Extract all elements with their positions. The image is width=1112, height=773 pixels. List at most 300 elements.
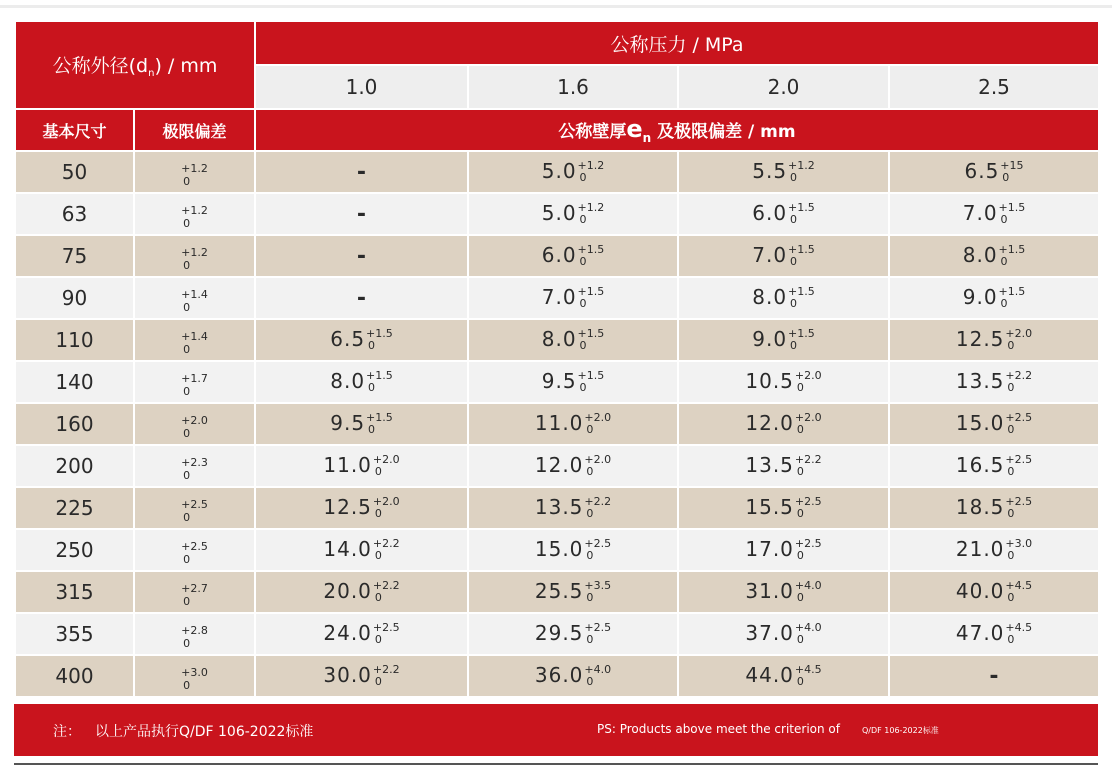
- wall-thickness-value: 44.0: [745, 663, 794, 688]
- wall-thickness-value: 25.5: [534, 579, 584, 604]
- wall-thickness-cell: [255, 655, 468, 697]
- wall-tolerance-stack: [584, 412, 611, 436]
- wall-tolerance-lower: 0: [1007, 548, 1015, 562]
- top-divider: [0, 5, 1112, 8]
- tolerance-lower: 0: [183, 216, 191, 230]
- wall-thickness-cell: [889, 151, 1099, 193]
- tolerance-stack: [181, 498, 208, 524]
- wall-tolerance-upper: +1.2: [577, 158, 605, 172]
- wall-tolerance-upper: +2.0: [372, 494, 400, 508]
- wall-tolerance-upper: +2.5: [372, 620, 400, 634]
- wall-thickness-cell: [678, 193, 889, 235]
- wall-thickness-cell: [468, 403, 678, 445]
- wall-tolerance-upper: +1.5: [366, 326, 393, 340]
- wall-tolerance-lower: 0: [796, 674, 804, 688]
- tolerance-cell: [134, 445, 255, 487]
- wall-tolerance-lower: 0: [790, 338, 798, 352]
- tolerance-cell: [134, 151, 255, 193]
- tolerance-cell: [134, 487, 255, 529]
- wall-tolerance-upper: +1.5: [366, 410, 393, 424]
- ps-text: PS: Products above meet the criterion of: [597, 722, 840, 736]
- wall-tolerance-lower: 0: [586, 548, 594, 562]
- wall-tolerance-upper: +2.0: [372, 452, 400, 466]
- wall-thickness-cell: [889, 319, 1099, 361]
- diameter-label: 公称外径(d: [52, 55, 149, 77]
- wall-tolerance-lower: 0: [368, 422, 376, 436]
- wall-thickness-cell: [255, 319, 468, 361]
- wall-thickness-value: 7.0: [752, 243, 788, 268]
- wall-tolerance-lower: 0: [790, 296, 798, 310]
- basic-size-cell: 250: [15, 529, 134, 571]
- wall-thickness-cell: [678, 403, 889, 445]
- wall-thickness-value: 40.0: [955, 579, 1005, 604]
- wall-thickness-value: 9.5: [330, 411, 366, 436]
- wall-thickness-value: 6.5: [964, 159, 1000, 184]
- wall-tolerance-lower: 0: [374, 590, 382, 604]
- basic-size-cell: 50: [15, 151, 134, 193]
- not-applicable-dash: -: [356, 285, 367, 311]
- wall-tolerance-lower: 0: [796, 548, 804, 562]
- wall-tolerance-lower: 0: [1007, 506, 1015, 520]
- note-text: 以上产品执行Q/DF 106-2022标准: [95, 724, 314, 740]
- wall-label-post: 及极限偏差 / mm: [657, 122, 796, 142]
- tolerance-upper: +2.5: [181, 539, 208, 553]
- diameter-subscript: n: [148, 68, 155, 79]
- wall-tolerance-lower: 0: [796, 422, 804, 436]
- wall-tolerance-stack: [366, 412, 393, 436]
- wall-thickness-value: 15.0: [955, 411, 1005, 436]
- tolerance-stack: [181, 456, 208, 482]
- tolerance-lower: 0: [183, 636, 191, 650]
- wall-thickness-value: 24.0: [323, 621, 372, 646]
- wall-tolerance-lower: 0: [790, 170, 798, 184]
- wall-thickness-cell: [678, 487, 889, 529]
- wall-tolerance-lower: 0: [586, 506, 594, 520]
- wall-thickness-value: 6.5: [330, 327, 366, 352]
- wall-tolerance-lower: 0: [368, 338, 376, 352]
- wall-thickness-cell: [678, 361, 889, 403]
- tolerance-cell: [134, 235, 255, 277]
- basic-size-cell: 200: [15, 445, 134, 487]
- wall-tolerance-upper: +4.0: [794, 578, 822, 592]
- tolerance-lower: 0: [183, 342, 191, 356]
- tolerance-upper: +2.5: [181, 497, 208, 511]
- wall-thickness-cell: [468, 235, 678, 277]
- wall-thickness-cell: [889, 403, 1099, 445]
- wall-tolerance-stack: [1005, 454, 1032, 478]
- wall-tolerance-lower: 0: [374, 464, 382, 478]
- wall-tolerance-upper: +2.2: [584, 494, 612, 508]
- wall-tolerance-stack: [578, 370, 605, 394]
- wall-tolerance-stack: [584, 496, 611, 520]
- wall-thickness-cell: [255, 277, 468, 319]
- wall-tolerance-upper: +1.5: [998, 284, 1026, 298]
- nominal-pressure-header: 公称压力 / MPa: [255, 21, 1099, 65]
- wall-tolerance-stack: [788, 160, 815, 184]
- wall-tolerance-stack: [795, 370, 822, 394]
- wall-thickness-value: 12.5: [955, 327, 1005, 352]
- wall-tolerance-upper: +1.5: [788, 284, 815, 298]
- wall-thickness-value: 16.5: [955, 453, 1005, 478]
- wall-tolerance-lower: 0: [1007, 380, 1015, 394]
- wall-tolerance-stack: [795, 538, 822, 562]
- wall-tolerance-upper: +2.2: [794, 452, 822, 466]
- bottom-divider: [14, 763, 1098, 765]
- tolerance-upper: +1.4: [181, 329, 208, 343]
- not-applicable-dash: -: [356, 159, 367, 185]
- wall-thickness-cell: [255, 487, 468, 529]
- wall-tolerance-stack: [1005, 412, 1032, 436]
- wall-thickness-value: 8.0: [752, 285, 788, 310]
- wall-thickness-value: 36.0: [534, 663, 584, 688]
- wall-tolerance-stack: [1005, 496, 1032, 520]
- tolerance-lower: 0: [183, 552, 191, 566]
- wall-thickness-cell: [468, 529, 678, 571]
- wall-thickness-cell: [468, 151, 678, 193]
- wall-tolerance-lower: 0: [586, 632, 594, 646]
- wall-tolerance-lower: 0: [790, 212, 798, 226]
- tolerance-cell: [134, 655, 255, 697]
- wall-tolerance-lower: 0: [1002, 170, 1010, 184]
- wall-thickness-value: 5.0: [541, 159, 577, 184]
- wall-tolerance-stack: [788, 286, 815, 310]
- tolerance-cell: [134, 613, 255, 655]
- wall-thickness-value: 5.0: [541, 201, 577, 226]
- wall-tolerance-lower: 0: [374, 632, 382, 646]
- tolerance-stack: [181, 246, 208, 272]
- wall-tolerance-upper: +2.0: [1005, 326, 1033, 340]
- tolerance-stack: [181, 288, 208, 314]
- wall-thickness-cell: [468, 487, 678, 529]
- wall-symbol-subscript: n: [642, 131, 652, 145]
- wall-thickness-cell: [678, 529, 889, 571]
- wall-tolerance-lower: 0: [374, 674, 382, 688]
- wall-tolerance-lower: 0: [796, 464, 804, 478]
- wall-thickness-cell: [678, 235, 889, 277]
- wall-thickness-cell: [678, 445, 889, 487]
- table-row: [15, 319, 1099, 361]
- wall-tolerance-stack: [366, 328, 393, 352]
- wall-tolerance-lower: 0: [374, 506, 382, 520]
- tolerance-lower: 0: [183, 678, 191, 692]
- pressure-col-3: 2.0: [678, 65, 889, 109]
- wall-tolerance-lower: 0: [579, 296, 587, 310]
- tolerance-cell: [134, 529, 255, 571]
- table-row: [15, 403, 1099, 445]
- wall-thickness-value: 7.0: [962, 201, 998, 226]
- wall-thickness-cell: [255, 529, 468, 571]
- wall-tolerance-upper: +1.5: [998, 200, 1026, 214]
- wall-tolerance-upper: +2.5: [584, 620, 612, 634]
- wall-tolerance-lower: 0: [1007, 464, 1015, 478]
- wall-tolerance-upper: +4.5: [1005, 620, 1033, 634]
- wall-tolerance-upper: +1.5: [998, 242, 1026, 256]
- tolerance-stack: [181, 330, 208, 356]
- wall-thickness-value: 12.0: [745, 411, 794, 436]
- wall-tolerance-stack: [999, 244, 1026, 268]
- wall-thickness-value: 31.0: [745, 579, 794, 604]
- nominal-diameter-header: [15, 21, 255, 109]
- wall-thickness-value: 15.5: [745, 495, 794, 520]
- tolerance-upper: +2.8: [181, 623, 208, 637]
- wall-tolerance-upper: +2.0: [584, 410, 612, 424]
- tolerance-lower: 0: [183, 468, 191, 482]
- wall-tolerance-stack: [1005, 370, 1032, 394]
- tolerance-cell: [134, 361, 255, 403]
- wall-thickness-cell: [468, 445, 678, 487]
- wall-thickness-value: 9.0: [962, 285, 998, 310]
- wall-tolerance-stack: [1005, 580, 1032, 604]
- wall-thickness-cell: [468, 655, 678, 697]
- wall-tolerance-stack: [578, 160, 605, 184]
- tolerance-cell: [134, 277, 255, 319]
- standard-note-bar: [14, 704, 1098, 756]
- tolerance-lower: 0: [183, 594, 191, 608]
- wall-tolerance-stack: [373, 496, 400, 520]
- table-row: [15, 613, 1099, 655]
- wall-thickness-cell: [889, 529, 1099, 571]
- tolerance-stack: [181, 414, 208, 440]
- wall-tolerance-upper: +2.2: [1005, 368, 1033, 382]
- tolerance-cell: [134, 193, 255, 235]
- wall-thickness-cell: [468, 319, 678, 361]
- tolerance-stack: [181, 582, 208, 608]
- wall-tolerance-upper: +3.5: [584, 578, 612, 592]
- table-row: [15, 277, 1099, 319]
- wall-thickness-cell: [889, 655, 1099, 697]
- wall-tolerance-stack: [373, 664, 400, 688]
- wall-thickness-cell: [678, 151, 889, 193]
- wall-tolerance-stack: [584, 538, 611, 562]
- wall-thickness-value: 6.0: [541, 243, 577, 268]
- wall-tolerance-lower: 0: [1000, 212, 1008, 226]
- wall-thickness-value: 9.5: [541, 369, 577, 394]
- wall-thickness-value: 37.0: [745, 621, 794, 646]
- wall-tolerance-lower: 0: [579, 338, 587, 352]
- wall-thickness-cell: [889, 613, 1099, 655]
- wall-tolerance-upper: +2.2: [372, 536, 400, 550]
- note-chinese: [53, 721, 313, 741]
- wall-thickness-cell: [468, 613, 678, 655]
- wall-thickness-value: 5.5: [752, 159, 788, 184]
- wall-tolerance-upper: +4.0: [794, 620, 822, 634]
- wall-tolerance-upper: +2.2: [372, 578, 400, 592]
- wall-thickness-cell: [255, 151, 468, 193]
- table-row: [15, 235, 1099, 277]
- tolerance-lower: 0: [183, 426, 191, 440]
- table-row: [15, 445, 1099, 487]
- wall-tolerance-upper: +2.0: [794, 410, 822, 424]
- tolerance-upper: +2.3: [181, 455, 208, 469]
- tolerance-stack: [181, 624, 208, 650]
- wall-tolerance-upper: +2.2: [372, 662, 400, 676]
- wall-tolerance-stack: [1005, 622, 1032, 646]
- wall-thickness-cell: [255, 571, 468, 613]
- wall-tolerance-stack: [366, 370, 393, 394]
- tolerance-lower: 0: [183, 300, 191, 314]
- wall-tolerance-upper: +1.5: [788, 326, 815, 340]
- wall-tolerance-stack: [1000, 160, 1023, 184]
- wall-thickness-value: 14.0: [323, 537, 372, 562]
- wall-tolerance-upper: +2.0: [794, 368, 822, 382]
- wall-thickness-value: 11.0: [534, 411, 584, 436]
- wall-tolerance-lower: 0: [1000, 296, 1008, 310]
- wall-tolerance-upper: +2.5: [1005, 452, 1033, 466]
- not-applicable-dash: -: [356, 243, 367, 269]
- wall-tolerance-stack: [999, 202, 1026, 226]
- wall-tolerance-stack: [795, 454, 822, 478]
- wall-thickness-cell: [468, 571, 678, 613]
- basic-size-cell: 140: [15, 361, 134, 403]
- wall-thickness-value: 47.0: [955, 621, 1005, 646]
- wall-tolerance-upper: +1.5: [788, 200, 815, 214]
- wall-tolerance-stack: [584, 580, 611, 604]
- wall-thickness-cell: [678, 613, 889, 655]
- tolerance-cell: [134, 319, 255, 361]
- wall-tolerance-upper: +4.5: [1005, 578, 1033, 592]
- wall-tolerance-stack: [788, 328, 815, 352]
- wall-thickness-value: 13.5: [745, 453, 794, 478]
- wall-thickness-value: 8.0: [541, 327, 577, 352]
- wall-tolerance-stack: [795, 496, 822, 520]
- wall-tolerance-upper: +4.0: [584, 662, 612, 676]
- table-row: [15, 361, 1099, 403]
- wall-label-pre: 公称壁厚: [558, 122, 627, 142]
- wall-tolerance-stack: [795, 622, 822, 646]
- tolerance-upper: +1.2: [181, 245, 208, 259]
- wall-tolerance-lower: 0: [586, 422, 594, 436]
- wall-tolerance-stack: [578, 286, 605, 310]
- wall-tolerance-upper: +1.2: [788, 158, 815, 172]
- pipe-spec-table: [14, 20, 1100, 698]
- wall-tolerance-lower: 0: [796, 380, 804, 394]
- wall-thickness-cell: [678, 571, 889, 613]
- wall-thickness-cell: [255, 613, 468, 655]
- wall-thickness-cell: [255, 403, 468, 445]
- wall-tolerance-upper: +1.5: [577, 242, 605, 256]
- table-row: [15, 193, 1099, 235]
- wall-tolerance-lower: 0: [579, 380, 587, 394]
- basic-size-cell: 110: [15, 319, 134, 361]
- pressure-col-2: 1.6: [468, 65, 678, 109]
- wall-tolerance-stack: [578, 328, 605, 352]
- diameter-unit: ) / mm: [154, 55, 218, 77]
- wall-tolerance-upper: +2.0: [584, 452, 612, 466]
- tolerance-upper: +3.0: [181, 665, 208, 679]
- wall-thickness-cell: [678, 655, 889, 697]
- not-applicable-dash: -: [989, 663, 999, 689]
- wall-thickness-cell: [468, 277, 678, 319]
- not-applicable-dash: -: [356, 201, 367, 227]
- wall-thickness-cell: [678, 319, 889, 361]
- wall-thickness-value: 8.0: [962, 243, 998, 268]
- wall-tolerance-stack: [795, 664, 822, 688]
- wall-thickness-cell: [255, 445, 468, 487]
- wall-thickness-cell: [468, 193, 678, 235]
- wall-thickness-header: [255, 109, 1099, 151]
- wall-thickness-cell: [255, 193, 468, 235]
- note-english: [597, 722, 939, 736]
- wall-thickness-cell: [255, 361, 468, 403]
- wall-tolerance-stack: [584, 664, 611, 688]
- wall-thickness-value: 11.0: [323, 453, 372, 478]
- wall-tolerance-stack: [584, 454, 611, 478]
- wall-tolerance-stack: [788, 202, 815, 226]
- basic-size-cell: 225: [15, 487, 134, 529]
- wall-tolerance-lower: 0: [586, 674, 594, 688]
- wall-tolerance-stack: [578, 202, 605, 226]
- wall-tolerance-upper: +1.5: [788, 242, 815, 256]
- wall-tolerance-upper: +15: [1000, 158, 1024, 172]
- tolerance-lower: 0: [183, 258, 191, 272]
- wall-tolerance-lower: 0: [579, 254, 587, 268]
- wall-thickness-value: 8.0: [330, 369, 366, 394]
- wall-thickness-value: 12.0: [534, 453, 584, 478]
- basic-size-cell: 160: [15, 403, 134, 445]
- tolerance-lower: 0: [183, 510, 191, 524]
- tolerance-upper: +1.2: [181, 203, 208, 217]
- wall-tolerance-upper: +1.5: [577, 284, 605, 298]
- wall-tolerance-lower: 0: [796, 632, 804, 646]
- wall-thickness-value: 10.5: [745, 369, 794, 394]
- wall-thickness-value: 21.0: [955, 537, 1005, 562]
- tolerance-cell: [134, 571, 255, 613]
- wall-tolerance-lower: 0: [1007, 338, 1015, 352]
- wall-thickness-value: 13.5: [955, 369, 1005, 394]
- wall-tolerance-stack: [578, 244, 605, 268]
- wall-tolerance-stack: [373, 454, 400, 478]
- wall-thickness-value: 13.5: [534, 495, 584, 520]
- wall-tolerance-stack: [584, 622, 611, 646]
- wall-thickness-value: 12.5: [323, 495, 372, 520]
- basic-size-cell: 315: [15, 571, 134, 613]
- table-row: [15, 571, 1099, 613]
- wall-thickness-value: 7.0: [541, 285, 577, 310]
- tolerance-lower: 0: [183, 174, 191, 188]
- wall-thickness-value: 6.0: [752, 201, 788, 226]
- wall-tolerance-upper: +4.5: [794, 662, 822, 676]
- table-row: [15, 529, 1099, 571]
- wall-thickness-cell: [889, 445, 1099, 487]
- tolerance-stack: [181, 372, 208, 398]
- wall-tolerance-upper: +1.5: [577, 326, 605, 340]
- wall-tolerance-upper: +2.5: [794, 536, 822, 550]
- wall-thickness-value: 15.0: [534, 537, 584, 562]
- wall-thickness-value: 29.5: [534, 621, 584, 646]
- wall-tolerance-upper: +2.5: [1005, 410, 1033, 424]
- wall-tolerance-upper: +1.2: [577, 200, 605, 214]
- note-label: 注：: [53, 724, 81, 740]
- wall-thickness-cell: [889, 277, 1099, 319]
- wall-thickness-cell: [889, 193, 1099, 235]
- wall-thickness-value: 20.0: [323, 579, 372, 604]
- wall-tolerance-lower: 0: [579, 212, 587, 226]
- wall-thickness-value: 17.0: [745, 537, 794, 562]
- wall-thickness-value: 9.0: [752, 327, 788, 352]
- wall-tolerance-lower: 0: [1007, 422, 1015, 436]
- wall-tolerance-lower: 0: [586, 464, 594, 478]
- tolerance-stack: [181, 204, 208, 230]
- wall-tolerance-stack: [795, 580, 822, 604]
- wall-tolerance-stack: [999, 286, 1026, 310]
- wall-thickness-cell: [678, 277, 889, 319]
- wall-tolerance-lower: 0: [374, 548, 382, 562]
- tolerance-upper: +1.7: [181, 371, 208, 385]
- tolerance-header: 极限偏差: [134, 109, 255, 151]
- wall-tolerance-stack: [373, 580, 400, 604]
- wall-tolerance-stack: [1005, 328, 1032, 352]
- tolerance-upper: +1.2: [181, 161, 208, 175]
